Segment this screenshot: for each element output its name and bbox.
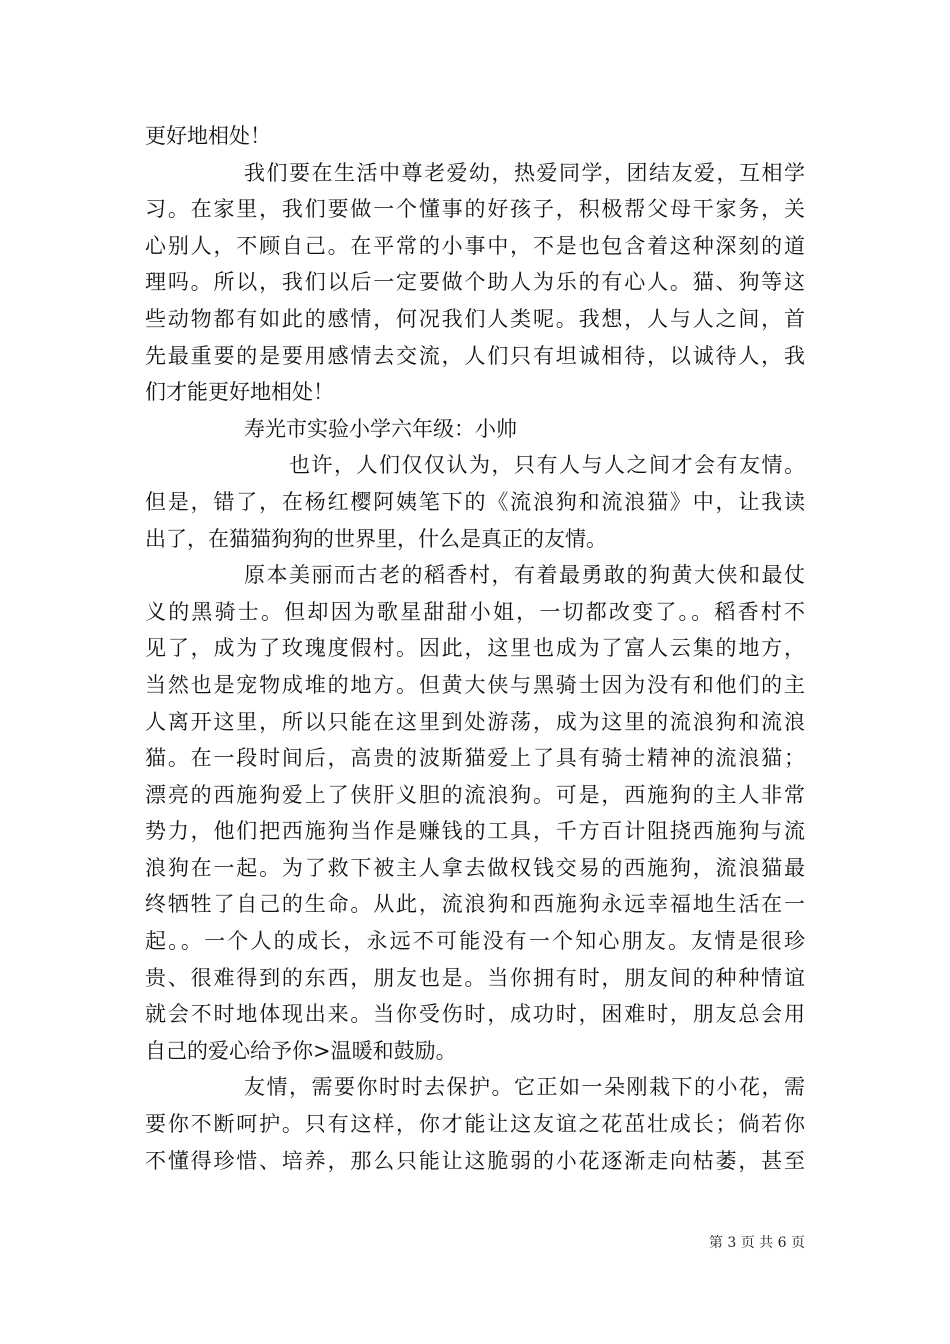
text-line: 也许，人们仅仅认为，只有人与人之间才会有友情。 [289, 453, 805, 478]
text-line: 人离开这里，所以只能在这里到处游荡，成为这里的流浪狗和流浪 [145, 709, 805, 734]
text-line: 出了，在猫猫狗狗的世界里，什么是真正的友情。 [145, 526, 607, 551]
text-line: 自己的爱心给予你>温暖和鼓励。 [145, 1038, 457, 1063]
text-line: 浪狗在一起。为了救下被主人拿去做权钱交易的西施狗，流浪猫最 [145, 855, 805, 880]
text-line: 原本美丽而古老的稻香村，有着最勇敢的狗黄大侠和最仗 [244, 563, 805, 588]
text-line: 终牺牲了自己的生命。从此，流浪狗和西施狗永远幸福地生活在一 [145, 892, 805, 917]
text-line: 贵、很难得到的东西，朋友也是。当你拥有时，朋友间的种种情谊 [145, 965, 805, 990]
text-line: 但是，错了，在杨红樱阿姨笔下的《流浪狗和流浪猫》中，让我读 [145, 489, 805, 514]
text-line: 义的黑骑士。但却因为歌星甜甜小姐，一切都改变了。。稻香村不 [145, 599, 805, 624]
body-text [145, 118, 805, 1179]
page-number-footer: 第 3 页 共 6 页 [708, 1235, 805, 1251]
text-line: 先最重要的是要用感情去交流，人们只有坦诚相待，以诚待人，我 [145, 343, 805, 368]
text-line: 我们要在生活中尊老爱幼，热爱同学，团结友爱，互相学 [244, 160, 805, 185]
text-line: 就会不时地体现出来。当你受伤时，成功时，困难时，朋友总会用 [145, 1002, 805, 1027]
text-line: 友情，需要你时时去保护。它正如一朵刚栽下的小花，需 [244, 1075, 805, 1100]
text-line: 更好地相处！ [145, 124, 271, 148]
text-line: 们才能更好地相处！ [145, 380, 334, 405]
text-line: 习。在家里，我们要做一个懂事的好孩子，积极帮父母干家务，关 [145, 197, 805, 222]
text-line: 起。。一个人的成长，永远不可能没有一个知心朋友。友情是很珍 [145, 929, 805, 954]
text-line: 心别人，不顾自己。在平常的小事中，不是也包含着这种深刻的道 [145, 233, 805, 258]
text-line: 见了，成为了玫瑰度假村。因此，这里也成为了富人云集的地方， [145, 636, 805, 661]
text-line: 猫。在一段时间后，高贵的波斯猫爱上了具有骑士精神的流浪猫； [145, 746, 805, 771]
text-line: 不懂得珍惜、培养，那么只能让这脆弱的小花逐渐走向枯萎，甚至 [145, 1148, 805, 1173]
text-line: 当然也是宠物成堆的地方。但黄大侠与黑骑士因为没有和他们的主 [145, 672, 805, 697]
text-line: 寿光市实验小学六年级：小帅 [244, 416, 517, 441]
text-line: 理吗。所以，我们以后一定要做个助人为乐的有心人。猫、狗等这 [145, 270, 805, 295]
text-line: 漂亮的西施狗爱上了侠肝义胆的流浪狗。可是，西施狗的主人非常 [145, 782, 805, 807]
text-line: 些动物都有如此的感情，何况我们人类呢。我想，人与人之间，首 [145, 306, 805, 331]
text-line: 势力，他们把西施狗当作是赚钱的工具，千方百计阻挠西施狗与流 [145, 819, 805, 844]
text-line: 要你不断呵护。只有这样，你才能让这友谊之花茁壮成长；倘若你 [145, 1112, 805, 1137]
